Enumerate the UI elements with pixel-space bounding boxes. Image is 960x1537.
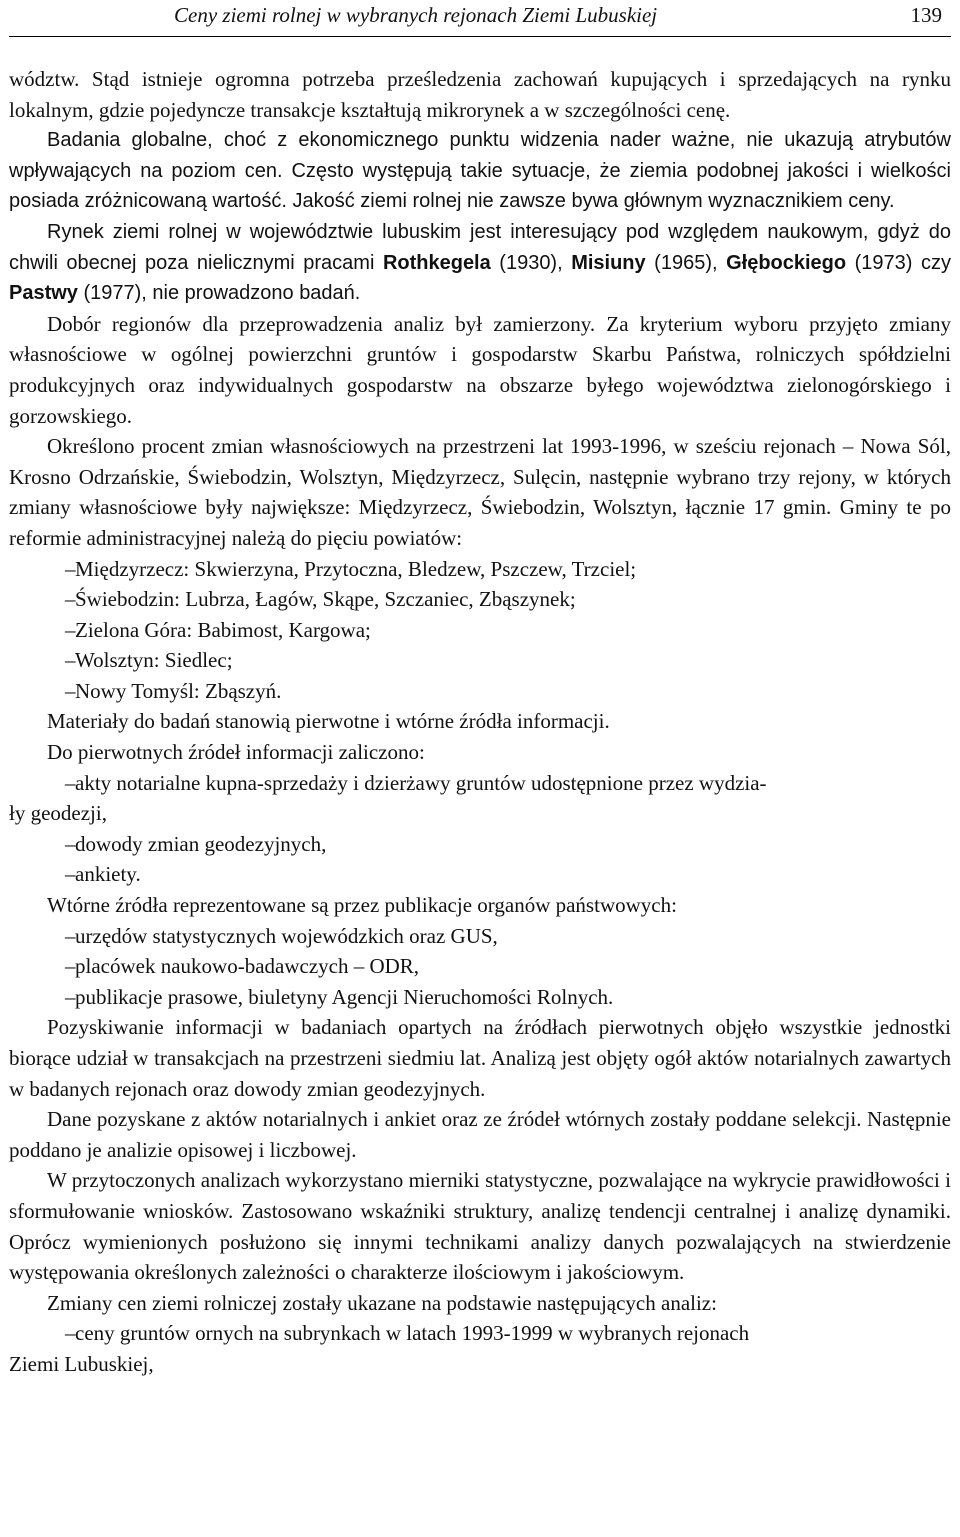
list-item: –Międzyrzecz: Skwierzyna, Przytoczna, Bledzew, Pszczew, Trzciel; [65,556,637,581]
author-pastwa: Pastwy [9,282,78,305]
author-misiuna: Misiuny [571,251,646,274]
running-header [9,0,951,32]
paragraph-5: Określono procent zmian własnościowych na przestrzeni lat 1993-1996, w sześciu rejonach – Nowa Sól, Krosno Odrzańskie, Świebodzin, Wolsztyn, Międzyrzecz, Sulęcin, następnie wybrano trzy rejony, w których zmiany własnościowe były największe: Międzyrzecz, Świebodzin, Wolsztyn, łącznie 17 gmin. Gminy te po reformie administracyjnej należą do pięciu powiatów: [9,434,951,550]
paragraph-9: Pozyskiwanie informacji w badaniach opartych na źródłach pierwotnych objęło wszystkie jednostki biorące udział w transakcjach na przestrzeni siedmiu lat. Analizą jest objęty ogół aktów notarialnych zawartych w badanych rejonach oraz dowody zmian geodezyjnych. [9,1015,951,1101]
author-glebocki: Głębockiego [726,251,847,274]
paragraph-4: Dobór regionów dla przeprowadzenia analiz był zamierzony. Za kryterium wyboru przyjęto zmiany własnościowe w ogólnej powierzchni gruntów i gospodarstw Skarbu Państwa, rolniczych spółdzielni produkcyjnych oraz indywidualnych gospodarstw na obszarze byłego województwa zielonogórskiego i gorzowskiego. [9,311,951,428]
wtorne-list [9,921,951,1013]
body-text [9,64,951,1380]
list-item: –placówek naukowo-badawczych – ODR, [65,954,420,979]
pierwotne-list [9,768,951,890]
paragraph-6: Materiały do badań stanowią pierwotne i wtórne źródła informacji. [47,709,610,734]
paragraph-2: Badania globalne, choć z ekonomicznego punktu widzenia nader ważne, nie ukazują atrybutów wpływających na poziom cen. Często występują takie sytuacje, że ziemia podobnej jakości i wielkości posiada zróżnicowaną wartość. Jakość ziemi rolnej nie zawsze bywa głównym wyznacznikiem ceny. [9,129,951,213]
list-item: –Wolsztyn: Siedlec; [65,648,233,673]
list-item: –Świebodzin: Lubrza, Łagów, Skąpe, Szczaniec, Zbąszynek; [65,587,576,612]
list-item: –ankiety. [65,862,141,887]
list-item: –dowody zmian geodezyjnych, [65,831,327,856]
list-item: –ceny gruntów ornych na subrynkach w latach 1993-1999 w wybranych rejonach Ziemi Lubuskiej, [9,1321,750,1376]
list-item: –akty notarialne kupna-sprzedaży i dzierżawy gruntów udostępnione przez wydzia- ły geodezji, [9,770,767,826]
paragraph-12: Zmiany cen ziemi rolniczej zostały ukazane na podstawie następujących analiz: [47,1290,717,1315]
page-number: 139 [910,3,942,27]
header-rule [9,36,951,37]
author-rothkegel: Rothkegela [382,251,491,274]
paragraph-8: Wtórne źródła reprezentowane są przez publikacje organów państwowych: [47,893,677,918]
paragraph-7: Do pierwotnych źródeł informacji zaliczono: [47,740,425,765]
paragraph-11: W przytoczonych analizach wykorzystano mierniki statystyczne, pozwalające na wykrycie prawidłowości i sformułowanie wniosków. Zastosowano wskaźniki struktury, analizę tendencji centralnej i analizę dynamiki. Oprócz wymienionych posłużono się innymi technikami analizy danych pozwalających na stwierdzenie występowania określonych zależności o charakterze ilościowym i jakościowym. [9,1168,951,1285]
running-title: Ceny ziemi rolnej w wybranych rejonach Ziemi Lubuskiej [174,3,658,27]
paragraph-10: Dane pozyskane z aktów notarialnych i ankiet oraz ze źródeł wtórnych zostały poddane selekcji. Następnie poddano je analizie opisowej i liczbowej. [9,1107,951,1162]
list-item: –publikacje prasowe, biuletyny Agencji Nieruchomości Rolnych. [65,984,614,1009]
list-item: –Nowy Tomyśl: Zbąszyń. [65,678,282,703]
paragraph-3: Rynek ziemi rolnej w województwie lubuskim jest interesujący pod względem naukowym, gdyż do chwili obecnej poza nielicznymi pracami Rothkegela (1930), Misiuny (1965), Głębockiego (1973) czy Pastwy (1977), nie prowadzono badań. [9,220,951,305]
analizy-list [9,1318,951,1379]
list-item: –Zielona Góra: Babimost, Kargowa; [65,617,371,642]
powiaty-list [9,554,951,707]
paragraph-1: wództw. Stąd istnieje ogromna potrzeba prześledzenia zachowań kupujących i sprzedających na rynku lokalnym, gdzie pojedyncze transakcje kształtują mikrorynek a w szczególności cenę. [9,67,951,122]
list-item: –urzędów statystycznych wojewódzkich oraz GUS, [65,923,498,948]
